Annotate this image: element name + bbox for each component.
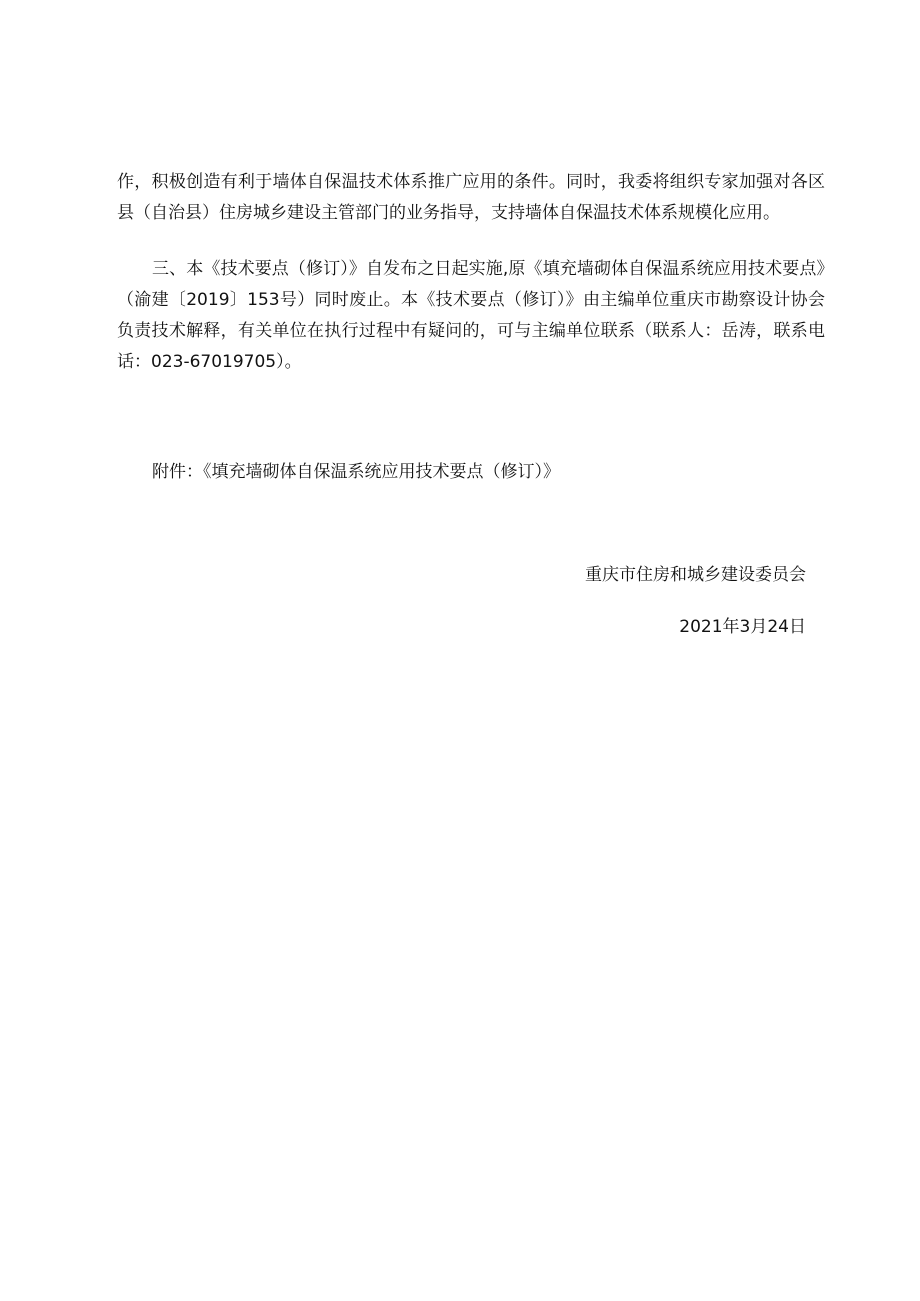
signature-date: 2021年3月24日 — [679, 617, 806, 637]
signature-organization: 重庆市住房和城乡建设委员会 — [585, 565, 806, 585]
body-paragraph-item-three: 三、本《技术要点（修订）》自发布之日起实施,原《填充墙砌体自保温系统应用技术要点》（渝建〔2019〕153号）同时废止。本《技术要点（修订）》由主编单位重庆市勘察设计协会负责技术解释，有关单位在执行过程中有疑问的，可与主编单位联系（联系人：岳涛，联系电话：023-67019705）。 — [117, 259, 825, 372]
attachment-line: 附件：《填充墙砌体自保温系统应用技术要点（修订）》 — [152, 462, 560, 482]
body-paragraph-continuation: 作，积极创造有利于墙体自保温技术体系推广应用的条件。同时，我委将组织专家加强对各区县（自治县）住房城乡建设主管部门的业务指导，支持墙体自保温技术体系规模化应用。 — [117, 172, 825, 223]
